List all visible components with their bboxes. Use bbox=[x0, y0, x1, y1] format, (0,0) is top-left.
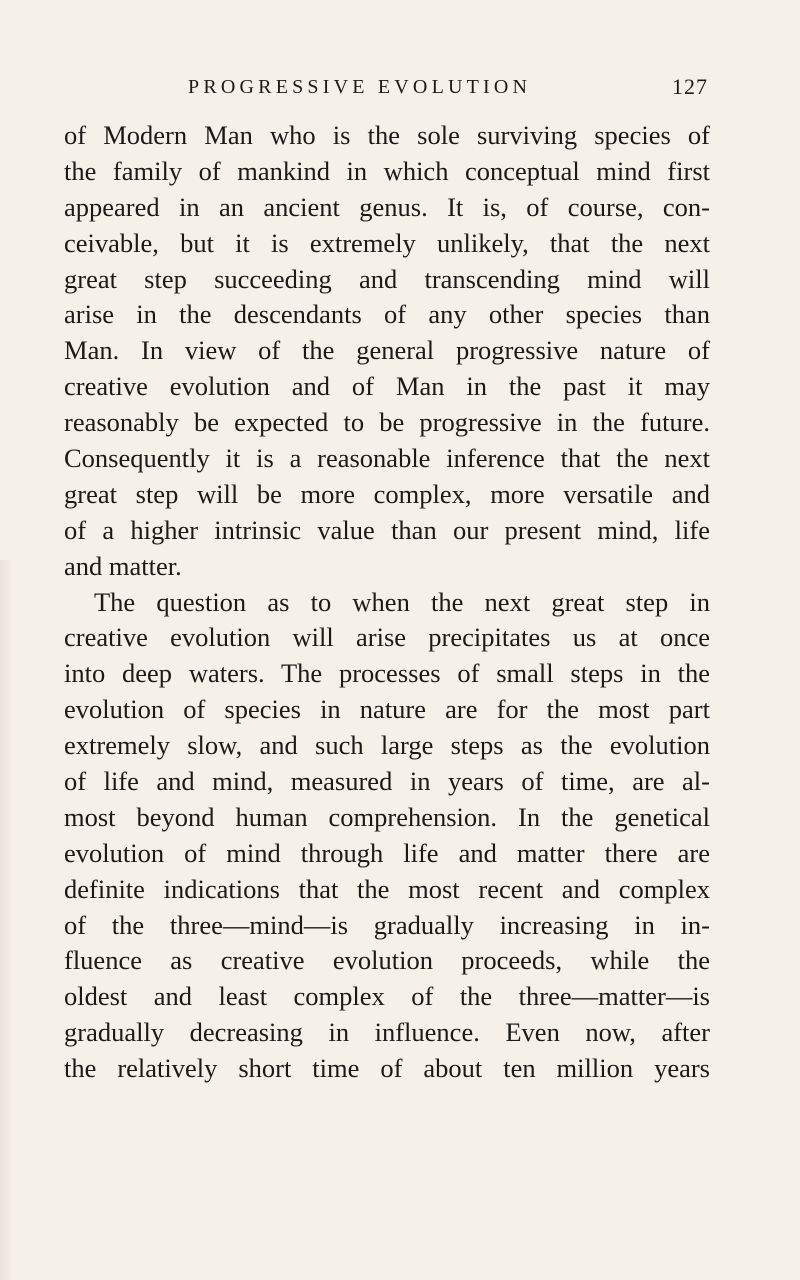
text-line: ceivable, but it is extremely unlikely, that the next bbox=[64, 227, 710, 258]
text-line: evolution of species in nature are for the most part bbox=[64, 694, 710, 725]
text-line: of the three—mind—is gradually increasing in in- bbox=[64, 909, 710, 940]
text-line: Consequently it is a reasonable inference that the next bbox=[64, 443, 710, 474]
running-title: PROGRESSIVE EVOLUTION bbox=[188, 76, 532, 98]
text-line: great step succeeding and transcending mind will bbox=[64, 263, 710, 294]
text-line: most beyond human comprehension. In the genetical bbox=[64, 801, 710, 832]
text-line: into deep waters. The processes of small steps in the bbox=[64, 658, 710, 689]
running-head bbox=[188, 70, 708, 104]
text-line: Man. In view of the general progressive nature of bbox=[64, 335, 710, 366]
text-line: oldest and least complex of the three—matter—is bbox=[64, 981, 710, 1012]
text-line: the family of mankind in which conceptual mind first bbox=[64, 155, 710, 186]
page-number: 127 bbox=[672, 74, 708, 99]
text-line: creative evolution will arise precipitates us at once bbox=[64, 622, 710, 653]
text-line: the relatively short time of about ten million years bbox=[64, 1053, 710, 1084]
text-line: of life and mind, measured in years of time, are al- bbox=[64, 766, 710, 797]
page-gutter-shadow bbox=[0, 560, 14, 1280]
text-line: extremely slow, and such large steps as the evolution bbox=[64, 730, 710, 761]
text-line: reasonably be expected to be progressive in the future. bbox=[64, 407, 710, 438]
text-line: fluence as creative evolution proceeds, while the bbox=[64, 945, 710, 976]
paragraph-start-line: The question as to when the next great step in bbox=[94, 586, 710, 617]
text-line: appeared in an ancient genus. It is, of course, con- bbox=[64, 191, 710, 222]
text-line: of a higher intrinsic value than our present mind, life bbox=[64, 514, 710, 545]
text-line: of Modern Man who is the sole surviving species of bbox=[64, 120, 710, 150]
text-line: great step will be more complex, more versatile and bbox=[64, 478, 710, 509]
text-line: creative evolution and of Man in the past it may bbox=[64, 371, 710, 402]
text-line: evolution of mind through life and matter there are bbox=[64, 837, 710, 868]
text-line: arise in the descendants of any other species than bbox=[64, 299, 710, 330]
paragraph-end-line: and matter. bbox=[64, 550, 182, 581]
text-line: gradually decreasing in influence. Even now, after bbox=[64, 1017, 710, 1048]
body-text bbox=[64, 118, 710, 1087]
text-line: definite indications that the most recent and complex bbox=[64, 873, 710, 904]
